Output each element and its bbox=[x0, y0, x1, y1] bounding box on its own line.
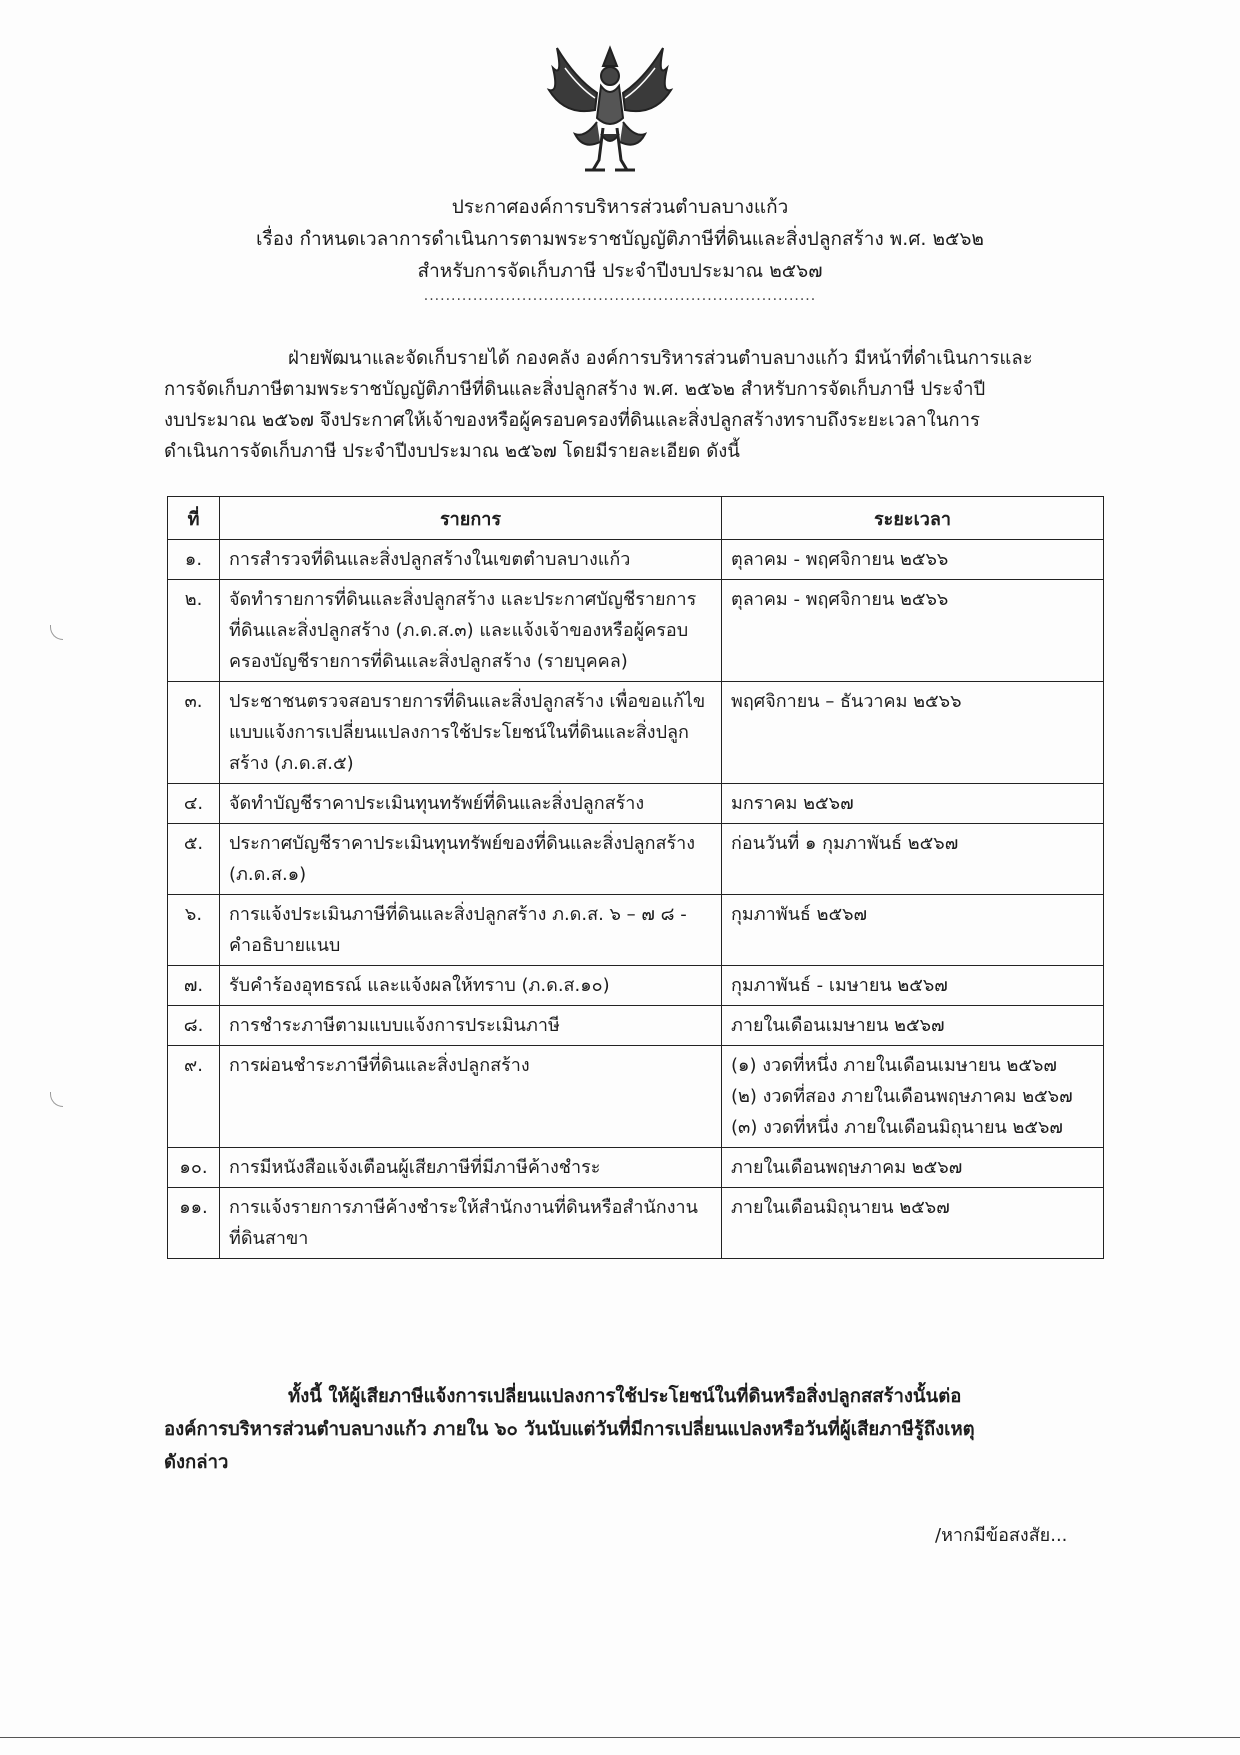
header-item: รายการ bbox=[220, 497, 722, 540]
period-line: (๓) งวดที่หนึ่ง ภายในเดือนมิถุนายน ๒๕๖๗ bbox=[731, 1117, 1063, 1138]
period-line: กุมภาพันธ์ - เมษายน ๒๕๖๗ bbox=[731, 975, 948, 996]
garuda-emblem-icon bbox=[545, 38, 675, 178]
row-item: จัดทำรายการที่ดินและสิ่งปลูกสร้าง และประกาศบัญชีรายการที่ดินและสิ่งปลูกสร้าง (ภ.ด.ส.๓) และแจ้งเจ้าของหรือผู้ครอบครองบัญชีรายการที่ดินและสิ่งปลูกสร้าง (รายบุคคล) bbox=[220, 580, 722, 682]
row-item: รับคำร้องอุทธรณ์ และแจ้งผลให้ทราบ (ภ.ด.ส.๑๐) bbox=[220, 966, 722, 1006]
row-period bbox=[722, 784, 1104, 824]
table-header-row bbox=[168, 497, 1104, 540]
period-line: ตุลาคม - พฤศจิกายน ๒๕๖๖ bbox=[731, 549, 949, 570]
table-row bbox=[168, 1006, 1104, 1046]
row-item: ประชาชนตรวจสอบรายการที่ดินและสิ่งปลูกสร้าง เพื่อขอแก้ไขแบบแจ้งการเปลี่ยนแปลงการใช้ประโยชน์ในที่ดินและสิ่งปลูกสร้าง (ภ.ด.ส.๕) bbox=[220, 682, 722, 784]
period-line: กุมภาพันธ์ ๒๕๖๗ bbox=[731, 904, 868, 925]
schedule-table bbox=[167, 496, 1104, 1259]
table-row bbox=[168, 540, 1104, 580]
row-item: การผ่อนชำระภาษีที่ดินและสิ่งปลูกสร้าง bbox=[220, 1046, 722, 1148]
header-no: ที่ bbox=[168, 497, 220, 540]
table-row bbox=[168, 682, 1104, 784]
period-line: (๒) งวดที่สอง ภายในเดือนพฤษภาคม ๒๕๖๗ bbox=[731, 1086, 1073, 1107]
table-row bbox=[168, 580, 1104, 682]
closing-line: ดังกล่าว bbox=[164, 1452, 229, 1473]
continuation-note: /หากมีข้อสงสัย... bbox=[935, 1525, 1068, 1546]
row-period bbox=[722, 824, 1104, 895]
table-row bbox=[168, 966, 1104, 1006]
row-number: ๑๑. bbox=[168, 1188, 220, 1259]
period-line: ภายในเดือนเมษายน ๒๕๖๗ bbox=[731, 1015, 945, 1036]
row-number: ๖. bbox=[168, 895, 220, 966]
row-period bbox=[722, 966, 1104, 1006]
intro-paragraph bbox=[164, 343, 1076, 467]
period-line: (๑) งวดที่หนึ่ง ภายในเดือนเมษายน ๒๕๖๗ bbox=[731, 1055, 1057, 1076]
row-number: ๒. bbox=[168, 580, 220, 682]
table-row bbox=[168, 1188, 1104, 1259]
announcement-scope: สำหรับการจัดเก็บภาษี ประจำปีงบประมาณ ๒๕๖๗ bbox=[417, 260, 823, 282]
period-line: ตุลาคม - พฤศจิกายน ๒๕๖๖ bbox=[731, 589, 949, 610]
period-line: ภายในเดือนมิถุนายน ๒๕๖๗ bbox=[731, 1197, 950, 1218]
row-period bbox=[722, 580, 1104, 682]
table-row bbox=[168, 1148, 1104, 1188]
header-period: ระยะเวลา bbox=[722, 497, 1104, 540]
table-row bbox=[168, 784, 1104, 824]
closing-line: ทั้งนี้ ให้ผู้เสียภาษีแจ้งการเปลี่ยนแปลงการใช้ประโยชน์ในที่ดินหรือสิ่งปลูกสสร้างนั้นต่อ bbox=[288, 1386, 962, 1407]
period-line: มกราคม ๒๕๖๗ bbox=[731, 793, 854, 814]
row-number: ๑. bbox=[168, 540, 220, 580]
table-row bbox=[168, 1046, 1104, 1148]
row-number: ๙. bbox=[168, 1046, 220, 1148]
table-row bbox=[168, 895, 1104, 966]
row-number: ๗. bbox=[168, 966, 220, 1006]
row-item: การมีหนังสือแจ้งเตือนผู้เสียภาษีที่มีภาษีค้างชำระ bbox=[220, 1148, 722, 1188]
row-item: การสำรวจที่ดินและสิ่งปลูกสร้างในเขตตำบลบางแก้ว bbox=[220, 540, 722, 580]
intro-line: ดำเนินการจัดเก็บภาษี ประจำปีงบประมาณ ๒๕๖๗ โดยมีรายละเอียด ดังนี้ bbox=[164, 441, 740, 462]
row-period bbox=[722, 682, 1104, 784]
row-item: การแจ้งประเมินภาษีที่ดินและสิ่งปลูกสร้าง ภ.ด.ส. ๖ – ๗ ๘ - คำอธิบายแนบ bbox=[220, 895, 722, 966]
intro-line: การจัดเก็บภาษีตามพระราชบัญญัติภาษีที่ดินและสิ่งปลูกสร้าง พ.ศ. ๒๕๖๒ สำหรับการจัดเก็บภาษี ประจำปี bbox=[164, 379, 986, 400]
period-line: พฤศจิกายน – ธันวาคม ๒๕๖๖ bbox=[731, 691, 962, 712]
announcement-subject: เรื่อง กำหนดเวลาการดำเนินการตามพระราชบัญญัติภาษีที่ดินและสิ่งปลูกสร้าง พ.ศ. ๒๕๖๒ bbox=[256, 228, 984, 250]
scan-edge-line bbox=[0, 1737, 1240, 1738]
row-item: การแจ้งรายการภาษีค้างชำระให้สำนักงานที่ดินหรือสำนักงานที่ดินสาขา bbox=[220, 1188, 722, 1259]
intro-line: ฝ่ายพัฒนาและจัดเก็บรายได้ กองคลัง องค์การบริหารส่วนตำบลบางแก้ว มีหน้าที่ดำเนินการและ bbox=[288, 348, 1033, 369]
intro-line: งบประมาณ ๒๕๖๗ จึงประกาศให้เจ้าของหรือผู้ครอบครองที่ดินและสิ่งปลูกสร้างทราบถึงระยะเวลาในการ bbox=[164, 410, 980, 431]
table-row bbox=[168, 824, 1104, 895]
row-period bbox=[722, 1006, 1104, 1046]
row-period bbox=[722, 540, 1104, 580]
row-number: ๕. bbox=[168, 824, 220, 895]
period-line: ก่อนวันที่ ๑ กุมภาพันธ์ ๒๕๖๗ bbox=[731, 833, 959, 854]
row-item: ประกาศบัญชีราคาประเมินทุนทรัพย์ของที่ดินและสิ่งปลูกสร้าง (ภ.ด.ส.๑) bbox=[220, 824, 722, 895]
dotted-separator: ........................................................................ bbox=[423, 288, 817, 304]
row-number: ๘. bbox=[168, 1006, 220, 1046]
row-item: จัดทำบัญชีราคาประเมินทุนทรัพย์ที่ดินและสิ่งปลูกสร้าง bbox=[220, 784, 722, 824]
row-period bbox=[722, 1046, 1104, 1148]
row-period bbox=[722, 1188, 1104, 1259]
announcement-title: ประกาศองค์การบริหารส่วนตำบลบางแก้ว bbox=[451, 196, 789, 218]
closing-paragraph bbox=[164, 1380, 1076, 1479]
period-line: ภายในเดือนพฤษภาคม ๒๕๖๗ bbox=[731, 1157, 963, 1178]
punch-hole-mark bbox=[50, 1092, 63, 1107]
row-period bbox=[722, 1148, 1104, 1188]
row-period bbox=[722, 895, 1104, 966]
row-item: การชำระภาษีตามแบบแจ้งการประเมินภาษี bbox=[220, 1006, 722, 1046]
punch-hole-mark bbox=[50, 625, 63, 640]
row-number: ๓. bbox=[168, 682, 220, 784]
row-number: ๑๐. bbox=[168, 1148, 220, 1188]
row-number: ๔. bbox=[168, 784, 220, 824]
closing-line: องค์การบริหารส่วนตำบลบางแก้ว ภายใน ๖๐ วันนับแต่วันที่มีการเปลี่ยนแปลงหรือวันที่ผู้เสียภาษีรู้ถึงเหตุ bbox=[164, 1419, 975, 1440]
